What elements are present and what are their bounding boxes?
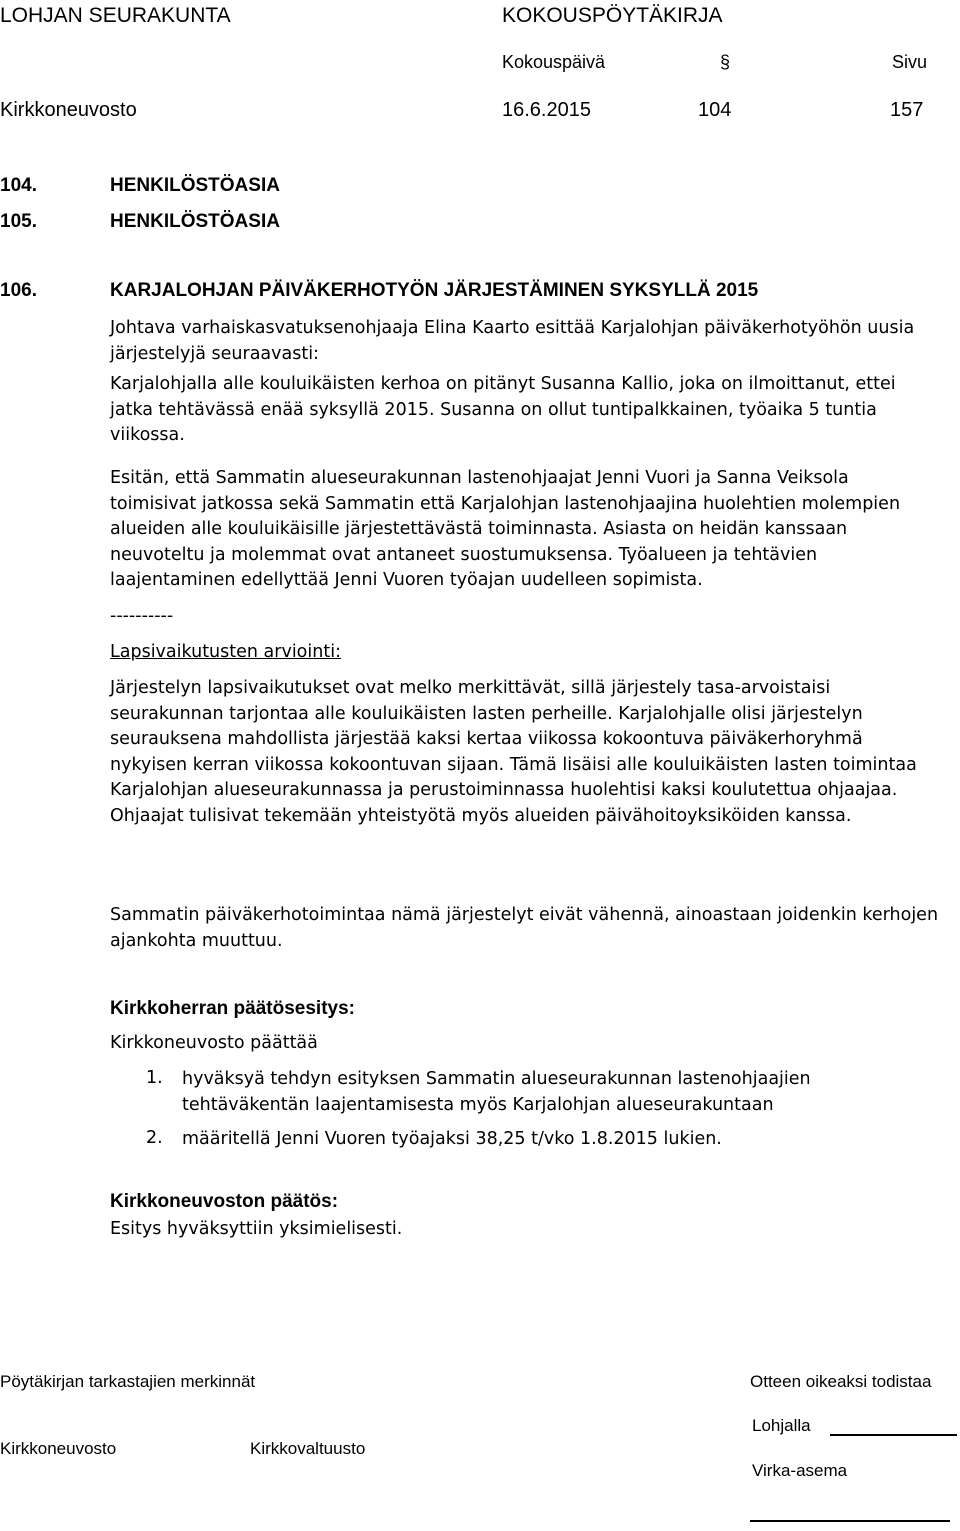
proposal-heading: [110, 996, 940, 1022]
section-106-title: KARJALOHJAN PÄIVÄKERHOTYÖN JÄRJESTÄMINEN SYKSYLLÄ 2015: [110, 280, 759, 301]
paragraph-2: [110, 466, 940, 594]
footer-assembly: Kirkkovaltuusto: [250, 1439, 366, 1458]
official-signature-line: [750, 1520, 950, 1522]
section-106-number: 106.: [0, 280, 37, 301]
section-number: 104: [698, 99, 732, 121]
proposal-item-1-number: 1.: [146, 1068, 163, 1088]
section-105-number: 105.: [0, 211, 37, 232]
page-number: 157: [890, 99, 924, 121]
paragraph-3-text: Järjestelyn lapsivaikutukset ovat melko merkittävät, sillä järjestely tasa-arvoistaisi seurakunnan tarjontaa alle kouluikäisten lasten perheille. Karjalohjalle olisi järjestelyn seurauksena mahdollista järjestää kaksi kertaa viikossa kokoontuva päiväkerhoryhmä nykyisen kerran viikossa kokoontuvan sijaan. Tämä lisäisi alle kouluikäisten lasten toimintaa Karjalohjan alueseurakunnassa ja perustoiminnassa huolehtisi kaksi koulutettua ohjaajaa. Ohjaajat tulisivat tekemään yhteistyötä myös alueiden päivähoitoyksiköiden kanssa.: [110, 678, 917, 826]
impact-heading-text: Lapsivaikutusten arviointi:: [110, 642, 341, 662]
footer-official: Virka-asema: [752, 1461, 848, 1480]
paragraph-2-text: Esitän, että Sammatin alueseurakunnan lastenohjaajat Jenni Vuori ja Sanna Veiksola toimisivat jatkossa sekä Sammatin että Karjalohjan lastenohjaajina huolehtien molempien alueiden alle kouluikäisille järjestettävästä toiminnasta. Asiasta on heidän kanssaan neuvoteltu ja molemmat ovat antaneet suostumuksensa. Työalueen ja tehtävien laajentaminen edellyttää Jenni Vuoren työajan uudelleen sopimista.: [110, 468, 901, 591]
intro-paragraph: [110, 316, 940, 367]
footer-council: Kirkkoneuvosto: [0, 1439, 117, 1458]
proposal-item-2-text: määritellä Jenni Vuoren työajaksi 38,25 t/vko 1.8.2015 lukien.: [182, 1129, 722, 1149]
paragraph-1-text: Karjalohjalla alle kouluikäisten kerhoa on pitänyt Susanna Kallio, joka on ilmoittanut, ettei jatka tehtävässä enää syksyllä 2015. Susanna on ollut tuntipalkkainen, työaika 5 tuntia viikossa.: [110, 374, 896, 446]
proposal-item-2-number: 2.: [146, 1128, 163, 1148]
meeting-body: Kirkkoneuvosto: [0, 99, 137, 121]
section-104-number: 104.: [0, 175, 37, 196]
proposal-intro: [110, 1031, 940, 1057]
paragraph-4: [110, 903, 940, 954]
org-name: LOHJAN SEURAKUNTA: [0, 4, 231, 27]
proposal-item-1-text: hyväksyä tehdyn esityksen Sammatin alueseurakunnan lastenohjaajien tehtäväkentän laajentamisesta myös Karjalohjan alueseurakuntaan: [182, 1069, 811, 1115]
proposal-intro-text: Kirkkoneuvosto päättää: [110, 1033, 318, 1053]
paragraph-4-text: Sammatin päiväkerhotoimintaa nämä järjestelyt eivät vähennä, ainoastaan joidenkin kerhojen ajankohta muuttuu.: [110, 905, 939, 951]
page-label: Sivu: [892, 52, 928, 72]
meeting-date: 16.6.2015: [502, 99, 591, 121]
place-signature-line: [830, 1434, 957, 1436]
reviewers-label: Pöytäkirjan tarkastajien merkinnät: [0, 1372, 256, 1391]
decision-heading: [110, 1189, 940, 1215]
divider-text: ----------: [110, 606, 174, 626]
decision-heading-text: Kirkkoneuvoston päätös:: [110, 1191, 339, 1212]
section-104-title: HENKILÖSTÖASIA: [110, 175, 280, 196]
footer-place: Lohjalla: [752, 1416, 811, 1435]
section-105-title: HENKILÖSTÖASIA: [110, 211, 280, 232]
proposal-heading-text: Kirkkoherran päätösesitys:: [110, 998, 355, 1019]
impact-heading: [110, 640, 940, 666]
decision-text-value: Esitys hyväksyttiin yksimielisesti.: [110, 1219, 403, 1239]
date-label: Kokouspäivä: [502, 52, 606, 72]
section-label: §: [720, 52, 731, 72]
decision-text: [110, 1217, 940, 1243]
paragraph-1: [110, 372, 930, 449]
intro-text: Johtava varhaiskasvatuksenohjaaja Elina Kaarto esittää Karjalohjan päiväkerhotyöhön uusia järjestelyjä seuraavasti:: [110, 318, 915, 364]
certified-label: Otteen oikeaksi todistaa: [750, 1372, 932, 1391]
divider-line: [110, 604, 940, 630]
paragraph-3: [110, 676, 940, 830]
document-type: KOKOUSPÖYTÄKIRJA: [502, 4, 723, 27]
